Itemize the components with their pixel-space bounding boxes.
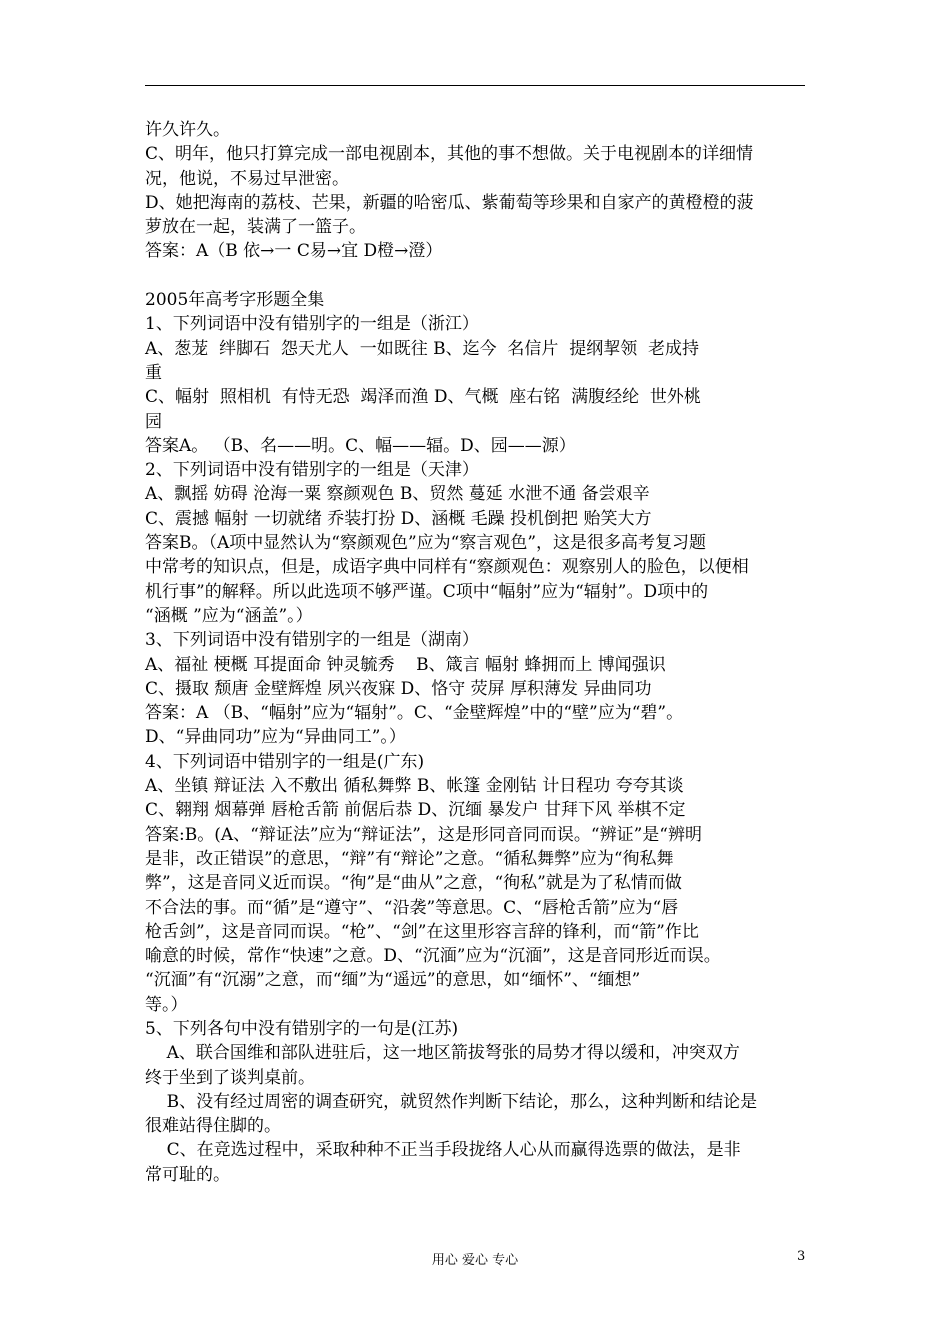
footer-motto: 用心 爱心 专心 — [431, 1253, 519, 1268]
text-line: C、明年，他只打算完成一部电视剧本，其他的事不想做。关于电视剧本的详细情 — [145, 144, 754, 165]
text-line: D、她把海南的荔枝、芒果，新疆的哈密瓜、紫葡萄等珍果和自家产的黄橙橙的菠 — [145, 192, 754, 213]
text-line: “涵概 ”应为“涵盖”。） — [145, 605, 313, 626]
text-line: 1、下列词语中没有错别字的一组是（浙江） — [145, 314, 479, 335]
text-line: 答案A。 （B、名——明。C、幅——辐。D、园——源） — [145, 435, 576, 456]
blank-line — [145, 264, 815, 288]
text-line: C、震撼 幅射 一切就绪 乔装打扮 D、涵概 毛躁 投机倒把 贻笑大方 — [145, 508, 652, 529]
text-line: A、坐镇 辩证法 入不敷出 循私舞弊 B、帐篷 金刚钻 计日程功 夸夸其谈 — [145, 776, 684, 797]
text-line: A、福祉 梗概 耳提面命 钟灵毓秀 B、箴言 幅射 蜂拥而上 博闻强识 — [145, 654, 666, 675]
text-line: C、幅射 照相机 有恃无恐 竭泽而渔 D、气概 座右铭 满腹经纶 世外桃 — [145, 387, 701, 408]
text-line: A、联合国维和部队进驻后，这一地区箭拔弩张的局势才得以缓和，冲突双方 — [145, 1043, 740, 1064]
text-line: 是非，改正错误”的意思，“辩”有“辩论”之意。“循私舞弊”应为“徇私舞 — [145, 848, 674, 869]
text-line: D、“异曲同功”应为“异曲同工”。） — [145, 727, 406, 748]
page-number: 3 — [797, 1249, 806, 1264]
text-line: 3、下列词语中没有错别字的一组是（湖南） — [145, 630, 479, 651]
text-line: 等。） — [145, 994, 188, 1015]
text-line: 答案B。（A项中显然认为“察颜观色”应为“察言观色”，这是很多高考复习题 — [145, 533, 707, 554]
text-line: 萝放在一起，装满了一篮子。 — [145, 217, 366, 238]
text-line: 机行事”的解释。所以此选项不够严谨。C项中“幅射”应为“辐射”。D项中的 — [145, 581, 709, 602]
text-line: 弊”，这是音同义近而误。“徇”是“曲从”之意，“徇私”就是为了私情而做 — [145, 873, 682, 894]
text-line: C、在竞选过程中，采取种种不正当手段拢络人心从而赢得选票的做法，是非 — [145, 1140, 741, 1161]
text-line: A、飘摇 妨碍 沧海一粟 察颜观色 B、贸然 蔓延 水泄不通 备尝艰辛 — [145, 484, 650, 505]
text-line: 4、下列词语中错别字的一组是(广东) — [145, 751, 425, 772]
text-line: B、没有经过周密的调查研究，就贸然作判断下结论，那么，这种判断和结论是 — [145, 1091, 758, 1112]
text-line: 2、下列词语中没有错别字的一组是（天津） — [145, 460, 479, 481]
text-line: A、葱茏 绊脚石 怨天尤人 一如既往 B、迄今 名信片 提纲挈领 老成持 — [145, 338, 700, 359]
text-line: 重 — [145, 362, 162, 383]
text-line: 不合法的事。而“循”是“遵守”、“沿袭”等意思。C、“唇枪舌箭”应为“唇 — [145, 897, 679, 918]
text-line: C、摄取 颓唐 金壁辉煌 夙兴夜寐 D、恪守 荧屏 厚积薄发 异曲同功 — [145, 678, 652, 699]
text-line: “沉湎”有“沉溺”之意，而“缅”为“遥远”的意思，如“缅怀”、“缅想” — [145, 970, 641, 991]
text-line: 园 — [145, 411, 162, 432]
text-line: 5、下列各句中没有错别字的一句是(江苏) — [145, 1018, 459, 1039]
text-line: 答案：A（B 依→一 C易→宜 D橙→澄） — [145, 241, 443, 262]
text-line: 中常考的知识点，但是，成语字典中同样有“察颜观色：观察别人的脸色，以便相 — [145, 557, 749, 578]
text-line: 常可耻的。 — [145, 1164, 230, 1185]
text-line: 枪舌剑”，这是音同而误。“枪”、“剑”在这里形容言辞的锋利，而“箭”作比 — [145, 921, 699, 942]
text-line: 很难站得住脚的。 — [145, 1116, 281, 1137]
text-line: 喻意的时候，常作“快速”之意。D、“沉湎”应为“沉湎”，这是音同形近而误。 — [145, 946, 721, 967]
text-line: 许久许久。 — [145, 120, 230, 140]
text-line: 答案：A （B、“幅射”应为“辐射”。C、“金壁辉煌”中的“壁”应为“碧”。 — [145, 703, 684, 724]
header-rule — [145, 85, 805, 86]
text-line: 答案:B。(A、“辩证法”应为“辩证法”，这是形同音同而误。“辨证”是“辨明 — [145, 824, 702, 845]
text-line: C、翱翔 烟幕弹 唇枪舌箭 前倨后恭 D、沉缅 暴发户 甘拜下风 举棋不定 — [145, 800, 686, 821]
text-line: 终于坐到了谈判桌前。 — [145, 1067, 315, 1088]
text-line: 2005年高考字形题全集 — [145, 290, 325, 311]
text-line: 况，他说，不易过早泄密。 — [145, 168, 349, 189]
document-body — [145, 118, 815, 1187]
